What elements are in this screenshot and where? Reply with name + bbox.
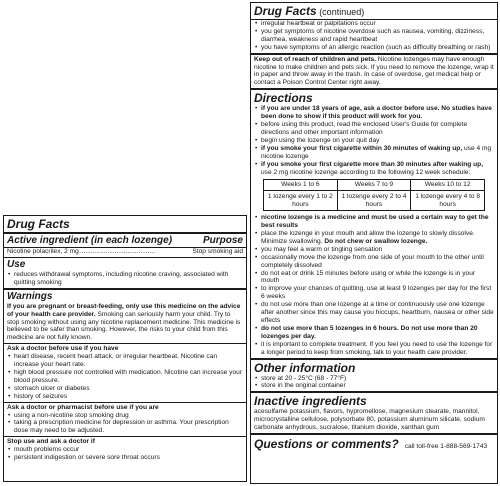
schedule-table: [263, 179, 485, 211]
list-item: [254, 254, 494, 270]
questions-phone: [405, 443, 487, 451]
other-information-title: Other information: [254, 360, 356, 375]
list-item: [254, 137, 494, 145]
list-item: • persistent indigestion or severe sore throat occurs: [7, 454, 243, 462]
schedule-cell: 1 lozenge every 2 to 4 hours: [337, 191, 411, 211]
inactive-ingredients-title: Inactive ingredients: [254, 394, 367, 409]
bold-text: if you are under 18 years of age, ask a doctor before use. No studies have been done to show if this product will work for you.: [261, 105, 492, 121]
inactive-ingredients-section: [251, 393, 497, 435]
list-item: [254, 270, 494, 286]
schedule-header: Weeks 7 to 9: [337, 180, 411, 191]
normal-text: do not use more than one lozenge at a time or continuously use one lozenge after another since this may cause you hiccups, heartburn, nausea or other side effects: [261, 301, 494, 324]
list-item: [254, 121, 494, 137]
active-ingredient-header: Active ingredient (in each lozenge): [7, 235, 173, 246]
continued-section: [251, 3, 497, 55]
bold-text: nicotine lozenge is a medicine and must be used a certain way to get the best results: [261, 214, 489, 230]
active-ingredient-name: Nicotine polacrilex, 2 mg: [7, 248, 79, 255]
use-title: Use: [7, 258, 26, 270]
list-item: • heart disease, recent heart attack, or irregular heartbeat. Nicotine can increase your heart rate.: [7, 353, 243, 369]
phone-text: call toll-free 1-888-569-1743: [404, 443, 488, 451]
list-item: • high blood pressure not controlled with medication. Nicotine can increase your blood pressure.: [7, 369, 243, 385]
keep-out-text: [254, 56, 494, 88]
drug-facts-panel-left: [3, 215, 247, 482]
list-item: [254, 105, 494, 121]
list-item: [254, 161, 494, 177]
schedule-cell: 1 lozenge every 4 to 8 hours: [411, 191, 485, 211]
list-item: [254, 230, 494, 246]
drug-facts-title: Drug Facts: [7, 217, 70, 231]
list-item: [254, 285, 494, 301]
schedule-cell: 1 lozenge every 1 to 2 hours: [264, 191, 338, 211]
ask-doctor-title: Ask a doctor before use if you have: [7, 345, 119, 353]
keep-out-bold: Keep out of reach of children and pets.: [254, 55, 377, 63]
normal-text: you may feel a warm or tingling sensation: [261, 245, 383, 253]
bold-text: if you smoke your first cigarette within 30 minutes of waking up,: [261, 144, 463, 152]
normal-text: do not eat or drink 15 minutes before using or while the lozenge is in your mouth: [261, 269, 476, 285]
normal-text: place the lozenge in your mouth and allow the lozenge to slowly dissolve. Minimize swallowing.: [261, 230, 475, 245]
schedule-header: Weeks 1 to 6: [264, 180, 338, 191]
list-item: [254, 325, 494, 341]
list-item: • reduces withdrawal symptoms, including nicotine craving, associated with quitting smoking: [7, 271, 243, 287]
normal-text: occasionally move the lozenge from one side of your mouth to the other until completely dissolved: [261, 253, 484, 269]
normal-text: use 2 mg nicotine lozenge according to the following 12 week schedule:: [261, 168, 471, 176]
list-item: [254, 214, 494, 230]
inactive-ingredients-text: acesulfame potassium, flavors, hypromellose, magnesium stearate, mannitol, microcrystalline cellulose, polysorbate 80, potassium aluminum silicate, sodium carbonate anhydrous, sucralose, titanium dioxide, xanthan gum: [254, 408, 485, 432]
purpose-header: Purpose: [202, 235, 243, 246]
drug-facts-title-bold: Drug Facts: [254, 4, 317, 18]
list-item: • irregular heartbeat or palpitations occur: [254, 20, 494, 28]
warnings-text: [7, 303, 243, 343]
schedule-header: Weeks 10 to 12: [411, 180, 485, 191]
list-item: [254, 145, 494, 161]
list-item: • store at 20 - 25°C (68 - 77°F): [254, 375, 494, 383]
leader-dots: .........................................: [79, 248, 155, 255]
questions-section: [251, 435, 497, 453]
drug-facts-title-section: [4, 216, 246, 234]
list-item: • using a non-nicotine stop smoking drug: [7, 412, 243, 420]
list-item: • history of seizures: [7, 393, 243, 401]
warnings-section: [4, 290, 246, 463]
normal-text: before using this product, read the enclosed User's Guide for complete directions and other important information: [261, 121, 468, 136]
normal-text: it is important to complete treatment. If you feel you need to use the lozenge for a longer period to keep from smoking, talk to your health care provider.: [261, 340, 493, 356]
normal-text: to improve your chances of quitting, use at least 9 lozenges per day for the first 6 weeks: [261, 285, 492, 301]
drug-facts-continued-title: [254, 4, 494, 19]
normal-text: use 4 mg nicotine lozenge: [261, 144, 492, 160]
ask-pharmacist-title: Ask a doctor or pharmacist before use if you are: [7, 403, 159, 411]
list-item: • store in the original container: [254, 382, 494, 390]
directions-section: [251, 90, 497, 359]
questions-title: Questions or comments?: [254, 437, 399, 452]
list-item: • taking a prescription medicine for depression or asthma. Your prescription dose may need to be adjusted.: [7, 419, 243, 435]
warnings-normal-text: Smoking can seriously harm your child. Try to stop smoking without using any nicotine replacement medicine. This medicine is believed to be safer than smoking. However, the risks to your child from this medicine are not fully known.: [7, 310, 241, 342]
warnings-bold-text: If you are pregnant or breast-feeding, only use this medicine on the advice of your health care provider.: [7, 302, 241, 318]
list-item: • you have symptoms of an allergic reaction (such as difficulty breathing or rash): [254, 44, 494, 52]
bold-text: if you smoke your first cigarette more than 30 minutes after waking up,: [261, 160, 484, 168]
bold-text: Do not chew or swallow lozenge.: [324, 237, 428, 245]
bold-text: do not use more than 5 lozenges in 6 hours. Do not use more than 20 lozenges per day.: [261, 324, 478, 340]
list-item: [254, 246, 494, 254]
warnings-title: Warnings: [7, 290, 53, 302]
keep-out-of-reach-section: [251, 55, 497, 91]
list-item: [254, 301, 494, 325]
stop-use-title: Stop use and ask a doctor if: [7, 438, 95, 446]
list-item: • you get symptoms of nicotine overdose such as nausea, vomiting, dizziness, diarrhea, weakness and rapid heartbeat: [254, 28, 494, 44]
other-information-section: [251, 360, 497, 394]
use-section: [4, 258, 246, 290]
drug-facts-panel-right: [250, 2, 498, 484]
active-ingredient-purpose: Stop smoking aid: [192, 248, 243, 255]
active-ingredient-section: [4, 234, 246, 258]
directions-title: Directions: [254, 91, 313, 106]
list-item: • mouth problems occur: [7, 446, 243, 454]
keep-out-normal: Nicotine lozenges may have enough nicotine to make children and pets sick. If you need to remove the lozenge, wrap it in paper and throw away in the trash. In case of overdose, get medical help or contact a Poison Control Center right away.: [254, 55, 494, 87]
normal-text: begin using the lozenge on your quit day: [261, 136, 380, 144]
list-item: • stomach ulcer or diabetes: [7, 385, 243, 393]
list-item: [254, 341, 494, 357]
continued-label: (continued): [316, 7, 365, 17]
